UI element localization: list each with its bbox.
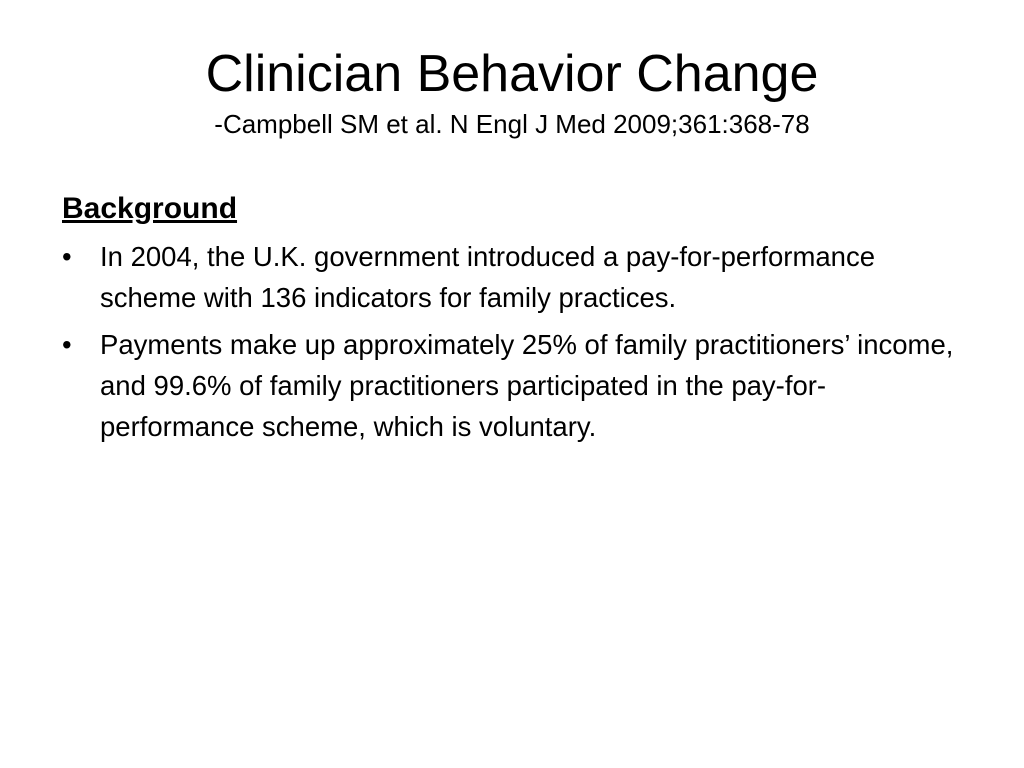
bullet-icon: • — [62, 241, 72, 272]
bullet-item — [62, 236, 972, 318]
slide-title: Clinician Behavior Change — [205, 45, 819, 103]
bullet-item — [62, 324, 972, 447]
bullet-text: In 2004, the U.K. government introduced a pay-for-performance scheme with 136 indicators for family practices. — [100, 241, 876, 313]
slide-body — [62, 188, 972, 453]
section-heading: Background — [62, 192, 238, 225]
bullet-text: Payments make up approximately 25% of family practitioners’ income, and 99.6% of family practitioners participated in the pay-for-performance scheme, which is voluntary. — [100, 329, 954, 442]
bullet-icon: • — [62, 329, 72, 360]
slide-subtitle-citation: -Campbell SM et al. N Engl J Med 2009;361:368-78 — [214, 109, 810, 139]
title-block — [0, 42, 1024, 140]
bullet-list — [62, 236, 972, 447]
